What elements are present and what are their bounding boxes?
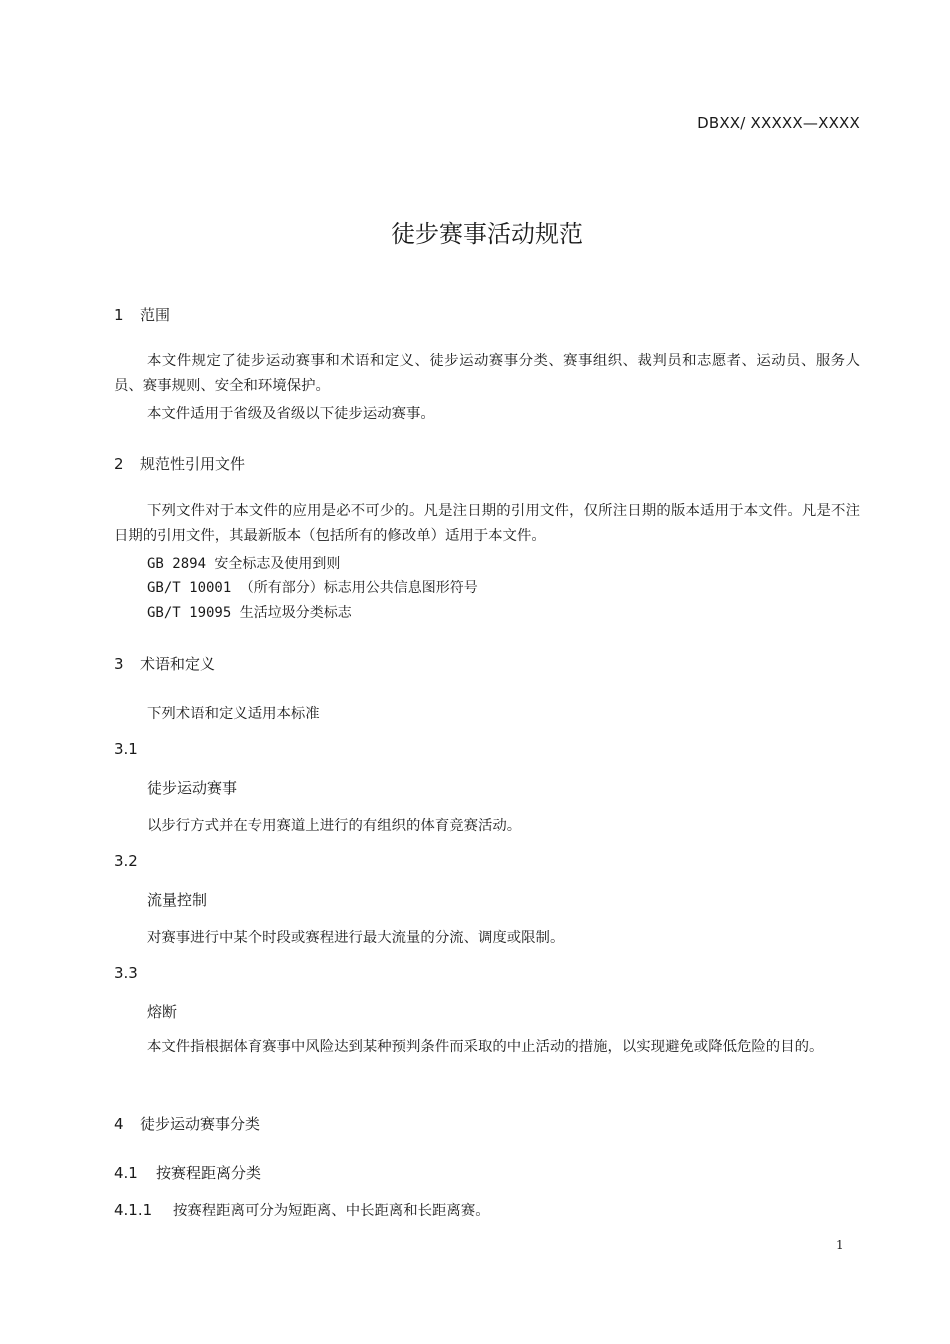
paragraph: 本文件规定了徒步运动赛事和术语和定义、徒步运动赛事分类、赛事组织、裁判员和志愿者、运动员、服务人员、赛事规则、安全和环境保护。 [114,353,860,394]
reference-item: GB 2894 安全标志及使用到则 [147,556,341,572]
subsection-heading [114,1162,261,1183]
clause-text: 按赛程距离可分为短距离、中长距离和长距离赛。 [173,1203,490,1219]
term-number: 3.3 [114,964,138,982]
subsection-title: 按赛程距离分类 [156,1164,262,1182]
section-title: 规范性引用文件 [140,455,246,473]
term-definition: 本文件指根据体育赛事中风险达到某种预判条件而采取的中止活动的措施，以实现避免或降低危险的目的。 [147,1039,824,1055]
section-heading-terms [114,653,215,674]
clause-number: 4.1.1 [114,1201,153,1219]
clause [114,1199,490,1220]
section-title: 范围 [140,306,171,324]
document-code: DBXX/ XXXXX—XXXX [697,114,860,132]
paragraph: 下列文件对于本文件的应用是必不可少的。凡是注日期的引用文件，仅所注日期的版本适用于本文件。凡是不注日期的引用文件，其最新版本（包括所有的修改单）适用于本文件。 [114,503,860,544]
term-number: 3.1 [114,740,138,758]
section-heading-scope [114,304,170,325]
document-title: 徒步赛事活动规范 [391,220,583,248]
subsection-number: 4.1 [114,1164,138,1182]
reference-item: GB/T 10001 （所有部分）标志用公共信息图形符号 [147,580,478,596]
section-title: 徒步运动赛事分类 [140,1115,261,1133]
term-name: 流量控制 [147,891,208,909]
section-heading-classification [114,1113,260,1134]
term-definition: 以步行方式并在专用赛道上进行的有组织的体育竞赛活动。 [147,818,522,834]
reference-item: GB/T 19095 生活垃圾分类标志 [147,605,352,621]
term-name: 熔断 [147,1003,178,1021]
term-definition: 对赛事进行中某个时段或赛程进行最大流量的分流、调度或限制。 [147,930,565,946]
term-number: 3.2 [114,852,138,870]
section-number: 2 [114,455,124,473]
paragraph: 本文件适用于省级及省级以下徒步运动赛事。 [147,406,435,422]
section-heading-normative-references [114,453,245,474]
paragraph: 下列术语和定义适用本标准 [147,706,320,722]
section-number: 4 [114,1115,124,1133]
section-number: 1 [114,306,124,324]
section-title: 术语和定义 [140,655,216,673]
term-name: 徒步运动赛事 [147,779,238,797]
page-number: 1 [836,1238,844,1252]
section-number: 3 [114,655,124,673]
